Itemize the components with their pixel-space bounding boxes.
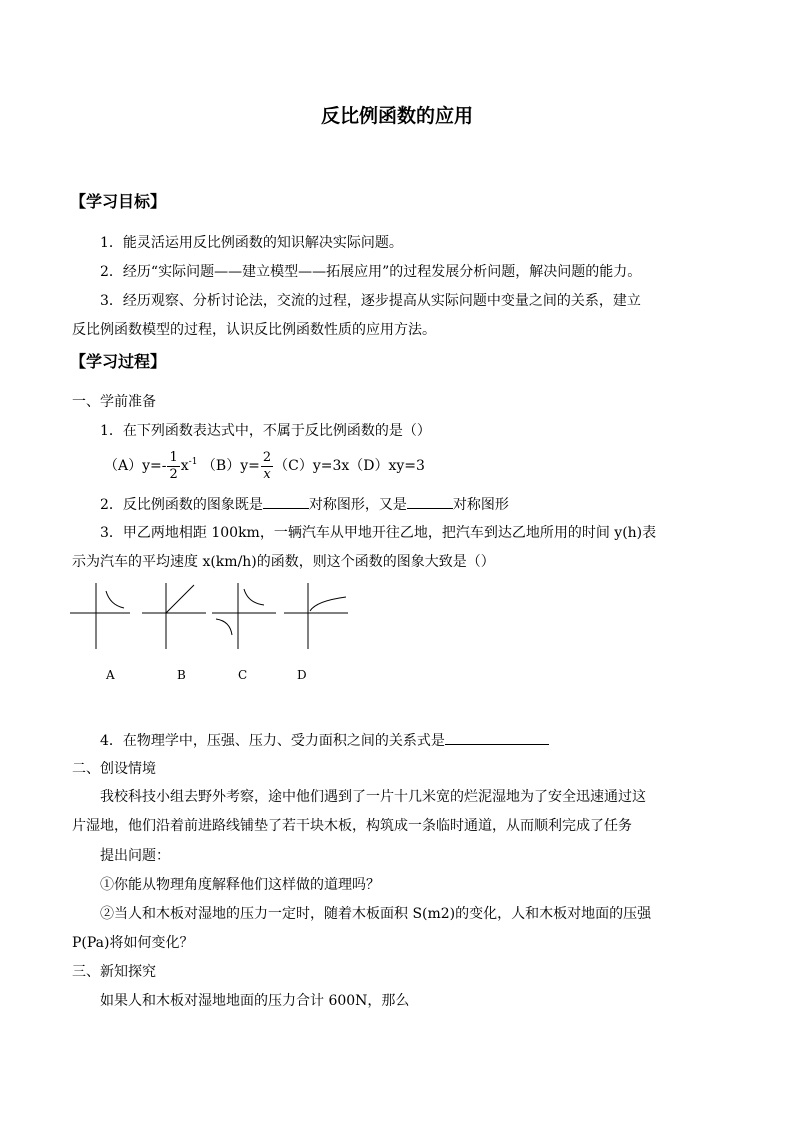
answer-blank-2[interactable] [407,493,453,509]
graph-label-b: B [177,668,186,682]
goal-item-3: 3．经历观察、分析讨论法，交流的过程，逐步提高从实际问题中变量之间的关系，建立 [100,293,641,309]
section-1-heading: 一、学前准备 [72,394,156,410]
process-heading: 【学习过程】 [70,352,167,371]
option-b-prefix: （B）y= [201,458,260,474]
question-4 [100,729,549,751]
graph-c [212,583,276,649]
graph-b [142,583,206,649]
section-2-question-2: ②当人和木板对湿地的压力一定时，随着木板面积 S(m2)的变化，人和木板对地面的压强 [100,906,652,922]
section-2-question-1: ①你能从物理角度解释他们这样做的道理吗？ [100,877,380,893]
option-a-numerator: 1 [169,449,178,465]
graph-c-curve-lower [216,619,232,635]
graph-b-line [166,585,194,613]
option-b-fraction [261,450,273,483]
section-2-heading: 二、创设情境 [72,761,156,777]
section-2-question-2-cont: P(Pa)将如何变化？ [72,935,194,951]
graph-a [70,583,130,649]
question-2-part-a: 2．反比例函数的图象既是 [100,497,263,513]
goals-heading: 【学习目标】 [70,192,167,211]
answer-graphs [66,583,366,655]
question-2-part-c: 对称图形 [452,497,509,513]
question-4-text: 4．在物理学中，压强、压力、受力面积之间的关系式是 [100,733,445,749]
option-c-d: （C）y=3x（D）xy=3 [274,458,425,474]
graph-label-a: A [106,668,115,682]
option-a-var: x [180,458,189,474]
option-a-denominator: 2 [169,466,178,482]
option-b-numerator: 2 [262,449,272,465]
question-1-options [104,444,425,484]
goal-item-3-cont: 反比例函数模型的过程，认识反比例函数性质的应用方法。 [72,322,436,338]
graph-a-curve [106,591,124,608]
graph-c-curve-upper [244,589,264,605]
graph-label-c: C [238,668,248,682]
option-a-fraction [167,450,179,483]
section-2-prompt: 提出问题： [100,848,170,864]
answer-blank-1[interactable] [263,493,309,509]
section-3-para-1: 如果人和木板对湿地地面的压力合计 600N，那么 [100,993,410,1009]
question-2 [100,493,509,515]
graph-label-d: D [297,668,307,682]
graph-d-curve [310,597,346,611]
section-2-para-2: 片湿地，他们沿着前进路线铺垫了若干块木板，构筑成一条临时通道，从而顺利完成了任务 [72,818,632,834]
section-2-para-1: 我校科技小组去野外考察，途中他们遇到了一片十几米宽的烂泥湿地为了安全迅速通过这 [100,789,646,805]
graph-d [284,583,348,649]
question-2-part-b: 对称图形，又是 [308,497,407,513]
question-3-line-1: 3．甲乙两地相距 100km，一辆汽车从甲地开往乙地，把汽车到达乙地所用的时间 y(h)表 [100,525,657,541]
option-a-prefix: （A）y=- [104,458,167,474]
option-a-exponent: -1 [188,457,198,467]
section-3-heading: 三、新知探究 [72,964,156,980]
answer-blank-3[interactable] [445,729,549,745]
goal-item-2: 2．经历“实际问题——建立模型——拓展应用”的过程发展分析问题，解决问题的能力。 [100,264,642,280]
option-b-denominator: x [263,466,271,482]
goal-item-1: 1．能灵活运用反比例函数的知识解决实际问题。 [100,235,403,251]
question-1: 1．在下列函数表达式中，不属于反比例函数的是（） [100,423,431,439]
question-3-line-2: 示为汽车的平均速度 x(km/h)的函数，则这个函数的图象大致是（） [72,554,495,570]
page-title: 反比例函数的应用 [320,105,473,127]
